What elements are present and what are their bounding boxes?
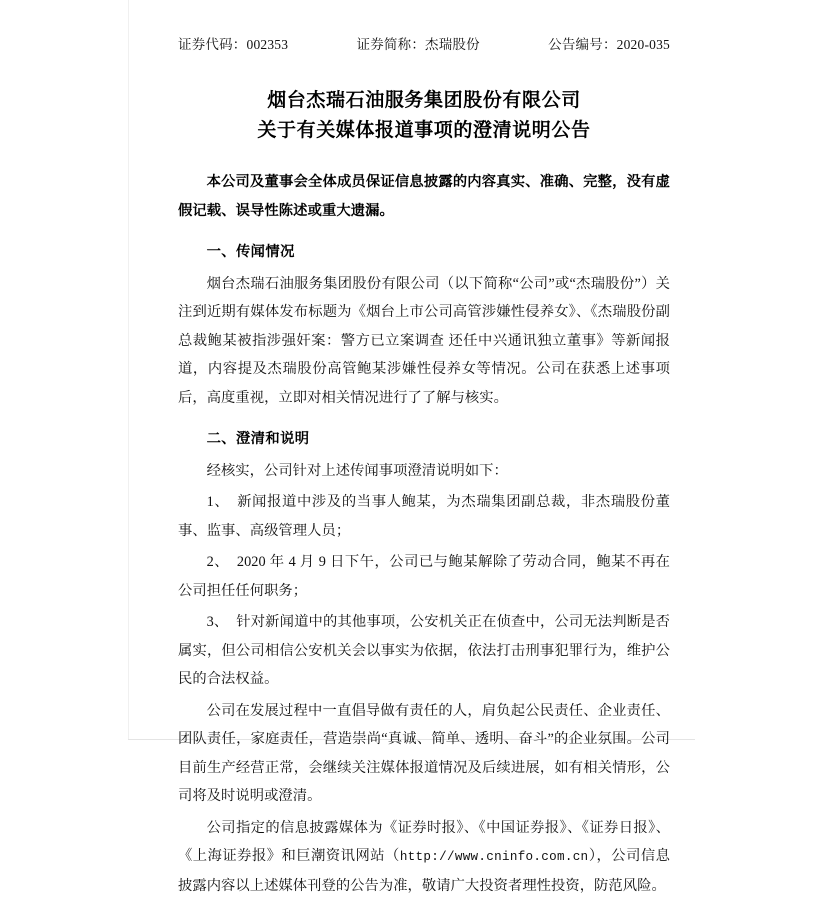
- disclosure-media-prefix: 公司指定的信息披露媒体为《证券时报》、《中国证券报》、《证券日报》、《上海证券报》和巨潮资讯网站（: [178, 820, 670, 865]
- section-one-paragraph: 烟台杰瑞石油服务集团股份有限公司（以下简称“公司”或“杰瑞股份”）关注到近期有媒体发布标题为《烟台上市公司高管涉嫌性侵养女》、《杰瑞股份副总裁鲍某被指涉强奸案：警方已立案调查 还任中兴通讯独立董事》等新闻报道，内容提及杰瑞股份高管鲍某涉嫌性侵养女等情况。公司在获悉上述事项后，高度重视，立即对相关情况进行了了解与核实。: [178, 270, 670, 413]
- clarification-item-1-number: 1、: [207, 494, 238, 510]
- board-assurance-statement: 本公司及董事会全体成员保证信息披露的内容真实、准确、完整，没有虚假记载、误导性陈述或重大遗漏。: [178, 168, 670, 225]
- clarification-item-1-text: 新闻报道中涉及的当事人鲍某，为杰瑞集团副总裁，非杰瑞股份董事、监事、高级管理人员；: [178, 494, 670, 539]
- title-line-company: 烟台杰瑞石油服务集团股份有限公司: [178, 86, 670, 116]
- clarification-item-1: [178, 488, 670, 545]
- announcement-number: 公告编号：2020-035: [548, 33, 670, 53]
- cninfo-url[interactable]: http://www.cninfo.com.cn: [400, 850, 589, 864]
- document-title: [178, 86, 670, 146]
- clarification-item-2: [178, 548, 670, 605]
- clarification-item-2-text: 2020 年 4 月 9 日下午，公司已与鲍某解除了劳动合同，鲍某不再在公司担任任何职务；: [178, 554, 670, 599]
- section-heading-rumor: 一、传闻情况: [178, 238, 670, 267]
- disclosure-media-suffix: ），公司信息披露内容以上述媒体刊登的公告为准，敬请广大投资者理性投资，防范风险。: [178, 848, 670, 894]
- section-heading-clarification: 二、澄清和说明: [178, 425, 670, 454]
- security-abbreviation: 证券简称：杰瑞股份: [357, 33, 480, 53]
- security-code: 证券代码：002353: [178, 33, 288, 53]
- document-header: [178, 33, 670, 53]
- corporate-responsibility-paragraph: 公司在发展过程中一直倡导做有责任的人，肩负起公民责任、企业责任、团队责任，家庭责任，营造崇尚“真诚、简单、透明、奋斗”的企业氛围。公司目前生产经营正常，会继续关注媒体报道情况及后续进展，如有相关情形，公司将及时说明或澄清。: [178, 697, 670, 811]
- document-content: [178, 0, 670, 900]
- clarification-item-2-number: 2、: [207, 554, 237, 570]
- disclosure-media-paragraph: [178, 814, 670, 900]
- title-line-subject: 关于有关媒体报道事项的澄清说明公告: [178, 116, 670, 146]
- clarification-item-3: [178, 608, 670, 694]
- section-two-lead: 经核实，公司针对上述传闻事项澄清说明如下：: [178, 457, 670, 486]
- clarification-item-3-text: 针对新闻道中的其他事项，公安机关正在侦查中，公司无法判断是否属实，但公司相信公安机关会以事实为依据，依法打击刑事犯罪行为，维护公民的合法权益。: [178, 614, 670, 687]
- clarification-item-3-number: 3、: [207, 614, 237, 630]
- page-left-rule: [128, 0, 129, 740]
